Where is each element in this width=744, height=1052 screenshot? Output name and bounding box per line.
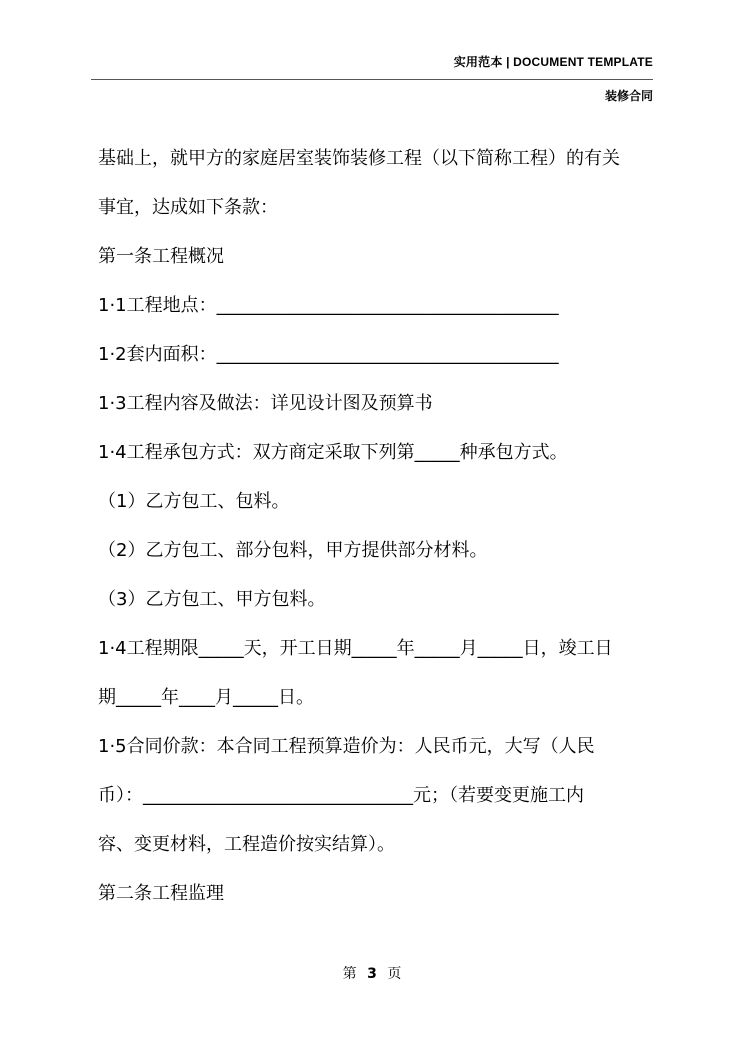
clause-period: 1·4工程期限_____天，开工日期_____年_____月_____日，竣工日 — [98, 638, 613, 659]
header-divider — [91, 79, 653, 80]
text-line: 币）：______________________________元；（若要变更施工内 — [98, 785, 584, 806]
clause-content: 1·3工程内容及做法：详见设计图及预算书 — [98, 393, 433, 414]
clause-price: 1·5合同价款：本合同工程预算造价为：人民币元，大写（人民 — [98, 736, 595, 757]
header-title: 实用范本 | DOCUMENT TEMPLATE — [453, 55, 653, 69]
text-line: 事宜，达成如下条款： — [98, 197, 278, 218]
section-heading: 第一条工程概况 — [98, 246, 224, 267]
text-line: 容、变更材料，工程造价按实结算）。 — [98, 834, 395, 855]
contract-body — [98, 134, 658, 918]
page-number: 3 — [367, 966, 377, 982]
option-item: （1）乙方包工、包料。 — [98, 491, 290, 512]
page-suffix: 页 — [387, 966, 402, 982]
section-heading: 第二条工程监理 — [98, 883, 224, 904]
clause-location: 1·1工程地点：______________________________________ — [98, 295, 559, 316]
text-line: 基础上，就甲方的家庭居室装饰装修工程（以下简称工程）的有关 — [98, 148, 620, 169]
clause-contract-method: 1·4工程承包方式：双方商定采取下列第_____种承包方式。 — [98, 442, 568, 463]
page-footer — [0, 963, 744, 983]
clause-area: 1·2套内面积：______________________________________ — [98, 344, 559, 365]
header-subtitle: 装修合同 — [604, 89, 653, 103]
text-line: 期_____年____月_____日。 — [98, 687, 314, 708]
option-item: （2）乙方包工、部分包料，甲方提供部分材料。 — [98, 540, 488, 561]
option-item: （3）乙方包工、甲方包料。 — [98, 589, 326, 610]
page-prefix: 第 — [342, 966, 357, 982]
